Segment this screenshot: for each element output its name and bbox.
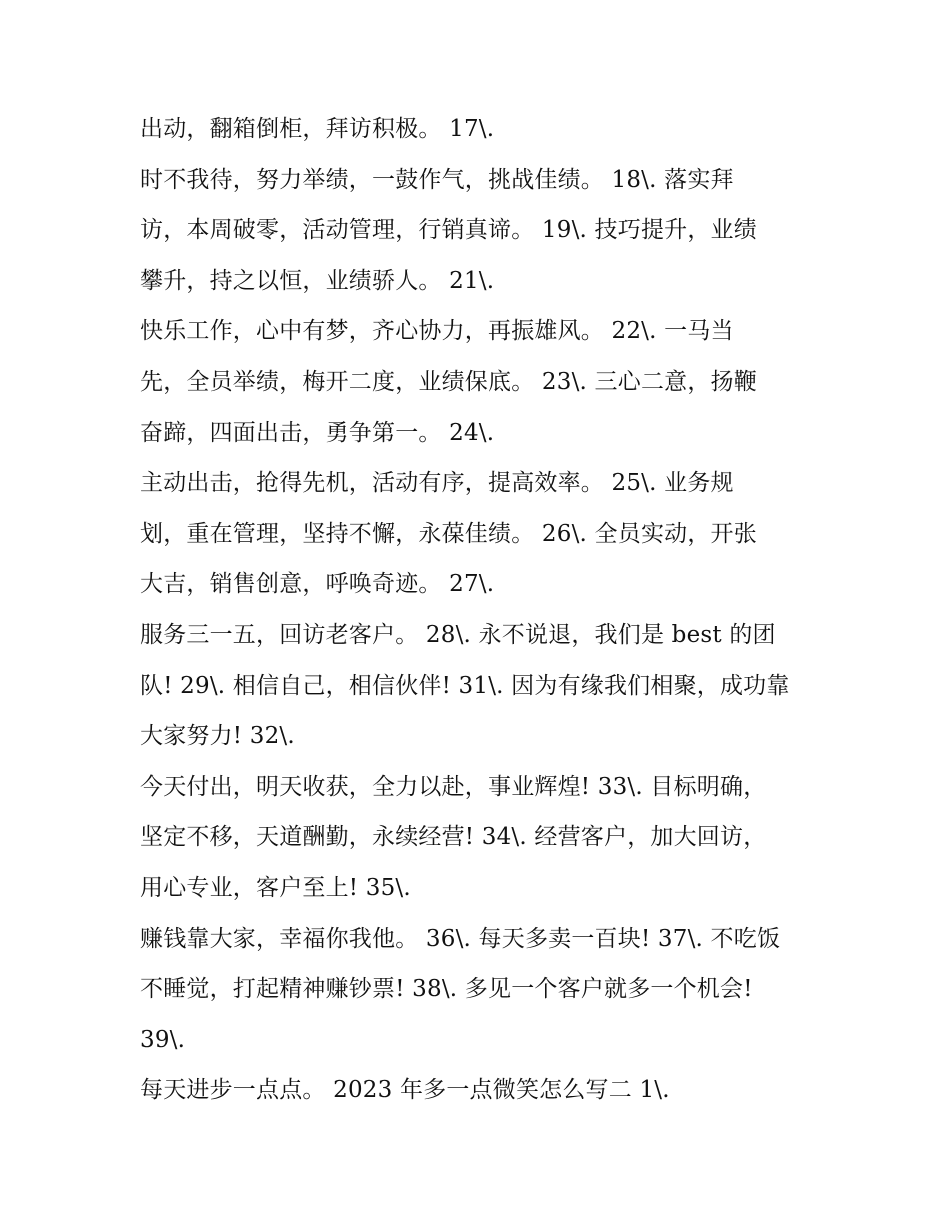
text-line: 不睡觉，打起精神赚钞票! 38\. 多见一个客户就多一个机会! — [140, 976, 753, 1003]
text-line: 用心专业，客户至上! 35\. — [140, 874, 411, 901]
text-line: 先，全员举绩，梅开二度，业绩保底。 23\. 三心二意，扬鞭 — [140, 368, 757, 395]
document-body — [140, 104, 820, 1116]
text-line: 划，重在管理，坚持不懈，永葆佳绩。 26\. 全员实动，开张 — [140, 520, 757, 547]
text-line: 访，本周破零，活动管理，行销真谛。 19\. 技巧提升，业绩 — [140, 217, 757, 244]
text-line: 时不我待，努力举绩，一鼓作气，挑战佳绩。 18\. 落实拜 — [140, 166, 734, 193]
text-line: 大吉，销售创意，呼唤奇迹。 27\. — [140, 571, 495, 598]
text-line: 出动，翻箱倒柜，拜访积极。 17\. — [140, 116, 495, 142]
text-line: 服务三一五，回访老客户。 28\. 永不说退，我们是 best 的团 — [140, 621, 776, 648]
text-line: 每天进步一点点。 2023 年多一点微笑怎么写二 1\. — [140, 1077, 670, 1104]
text-line: 坚定不移，天道酬勤，永续经营! 34\. 经营客户，加大回访， — [140, 824, 767, 851]
text-line: 主动出击，抢得先机，活动有序，提高效率。 25\. 业务规 — [140, 470, 734, 497]
text-line: 攀升，持之以恒，业绩骄人。 21\. — [140, 267, 495, 294]
text-line: 奋蹄，四面出击，勇争第一。 24\. — [140, 419, 495, 446]
text-line: 赚钱靠大家，幸福你我他。 36\. 每天多卖一百块! 37\. 不吃饭 — [140, 925, 781, 952]
text-line: 快乐工作，心中有梦，齐心协力，再振雄风。 22\. 一马当 — [140, 318, 734, 345]
text-line: 大家努力! 32\. — [140, 723, 295, 750]
text-line: 队! 29\. 相信自己，相信伙伴! 31\. 因为有缘我们相聚，成功靠 — [140, 672, 790, 699]
text-line: 今天付出，明天收获，全力以赴，事业辉煌! 33\. 目标明确， — [140, 773, 767, 800]
text-line: 39\. — [140, 1026, 186, 1053]
